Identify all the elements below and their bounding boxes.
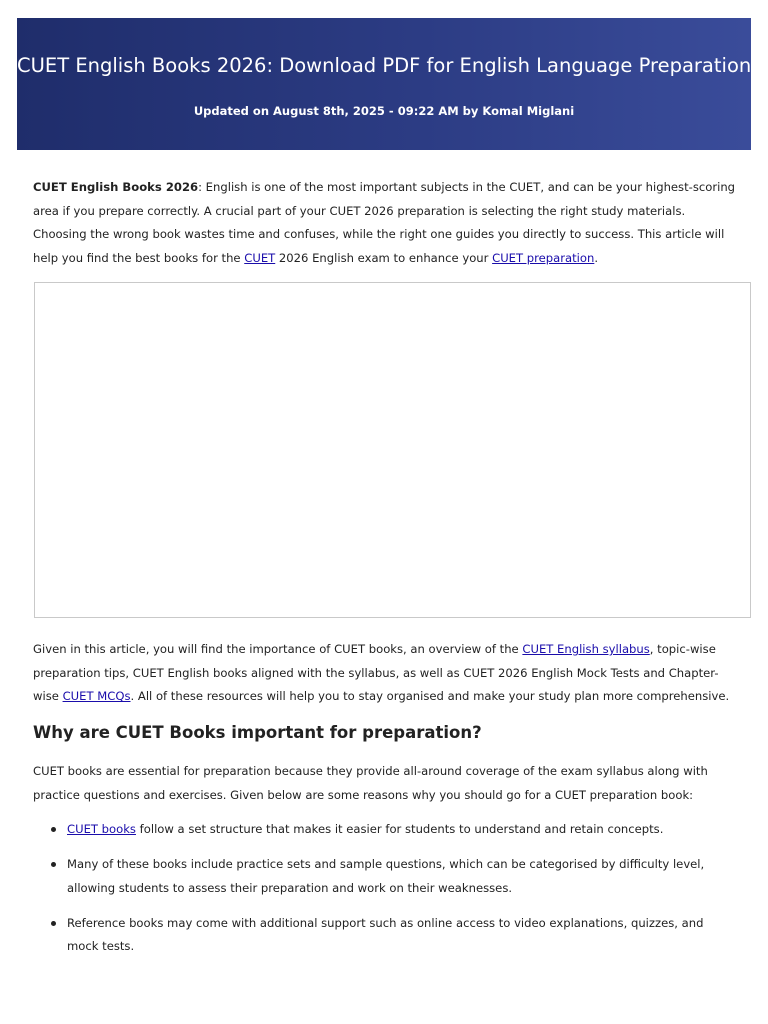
overview-text-1: Given in this article, you will find the importance of CUET books, an overview of the [33, 642, 523, 656]
intro-text-3: . [594, 250, 599, 265]
cuet-preparation-link[interactable]: CUET preparation [492, 250, 595, 265]
list-item-text: Many of these books include practice sets and sample questions, which can be categorised by difficulty level, allowing students to assess their preparation and work on their weaknesses. [67, 857, 705, 895]
list-item-text: follow a set structure that makes it easier for students to understand and retain concepts. [135, 822, 664, 836]
overview-text-3: . All of these resources will help you to stay organised and make your study plan more comprehensive. [130, 689, 730, 703]
overview-paragraph [33, 638, 738, 709]
embedded-media-frame[interactable] [34, 282, 751, 618]
overview-section [33, 638, 738, 709]
list-item [33, 912, 738, 959]
list-item [33, 853, 738, 900]
article-header [17, 18, 751, 150]
page-title: CUET English Books 2026: Download PDF for English Language Preparation [17, 54, 752, 77]
list-item [33, 818, 738, 842]
list-item-text: Reference books may come with additional support such as online access to video explanations, quizzes, and mock tests. [67, 915, 704, 953]
section-body [33, 760, 738, 807]
cuet-link[interactable]: CUET [244, 250, 276, 265]
reasons-list [33, 818, 738, 970]
intro-text-1: : English is one of the most important subjects in the CUET, and can be your highest-scoring area if you prepare correctly. A crucial part of your CUET 2026 preparation is selecting the right study materials. Choosing the wrong book wastes time and confuses, while the right one guides you directly to success. This article will help you find the best books for the [33, 180, 736, 265]
cuet-english-syllabus-link[interactable]: CUET English syllabus [522, 642, 650, 656]
cuet-books-link[interactable]: CUET books [67, 822, 136, 836]
section-heading: Why are CUET Books important for preparation? [33, 723, 482, 742]
section-paragraph: CUET books are essential for preparation because they provide all-around coverage of the exam syllabus along with practice questions and exercises. Given below are some reasons why you should go for a CUET preparation book: [33, 764, 708, 802]
intro-bold-lead: CUET English Books 2026 [33, 180, 199, 194]
intro-paragraph [33, 176, 738, 270]
article-meta: Updated on August 8th, 2025 - 09:22 AM by Komal Miglani [193, 104, 575, 118]
intro-text-2: 2026 English exam to enhance your [275, 250, 493, 265]
overview-text-2: , topic-wise preparation tips, CUET English books aligned with the syllabus, as well as CUET 2026 English Mock Tests and Chapter-wise [33, 642, 719, 703]
intro-section [33, 176, 738, 270]
cuet-mcqs-link[interactable]: CUET MCQs [62, 689, 131, 703]
